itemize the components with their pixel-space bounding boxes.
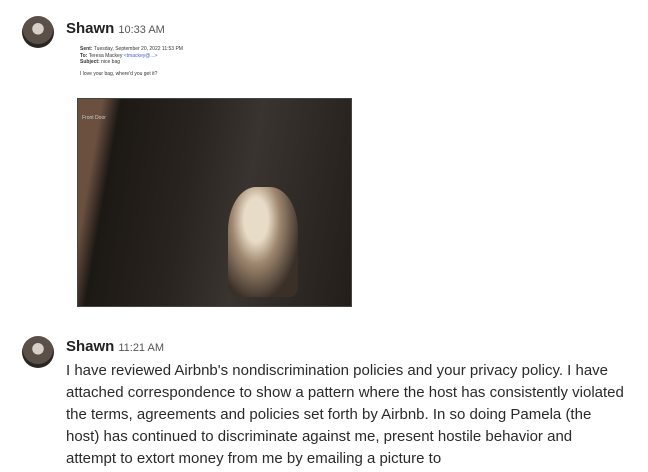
to-label: To:	[80, 52, 88, 59]
sent-label: Sent:	[80, 46, 93, 52]
message-text: I have reviewed Airbnb's nondiscrimination policies and your privacy policy. I have attached correspondence to show a pattern where the host has consistently violated the terms, agreements and policies set forth by Airbnb. In so doing Pamela (the host) has continued to discriminate against me, present hostile behavior and attempt to extort money from me by emailing a picture to	[66, 362, 624, 467]
message-time: 10:33 AM	[118, 24, 165, 36]
subject-value: nice bag	[101, 59, 121, 65]
email-attachment	[80, 46, 183, 77]
sent-value: Tuesday, September 20, 2022 11:53 PM	[93, 46, 183, 52]
sender-name: Shawn	[66, 20, 115, 37]
to-value: Teresa Mackey	[88, 52, 123, 59]
sender-avatar[interactable]	[22, 336, 54, 368]
to-email-link[interactable]: <tmackey@...>	[123, 52, 158, 59]
message-header	[66, 20, 165, 37]
camera-label: Front Door	[82, 115, 106, 121]
message-header	[66, 338, 164, 355]
photo-figure	[228, 187, 298, 297]
camera-photo-attachment[interactable]	[77, 98, 352, 307]
sender-name: Shawn	[66, 338, 115, 355]
subject-label: Subject:	[80, 59, 100, 65]
sender-avatar[interactable]	[22, 16, 54, 48]
message-time: 11:21 AM	[118, 342, 165, 354]
email-body: I love your bag, where'd you get it?	[80, 70, 158, 77]
